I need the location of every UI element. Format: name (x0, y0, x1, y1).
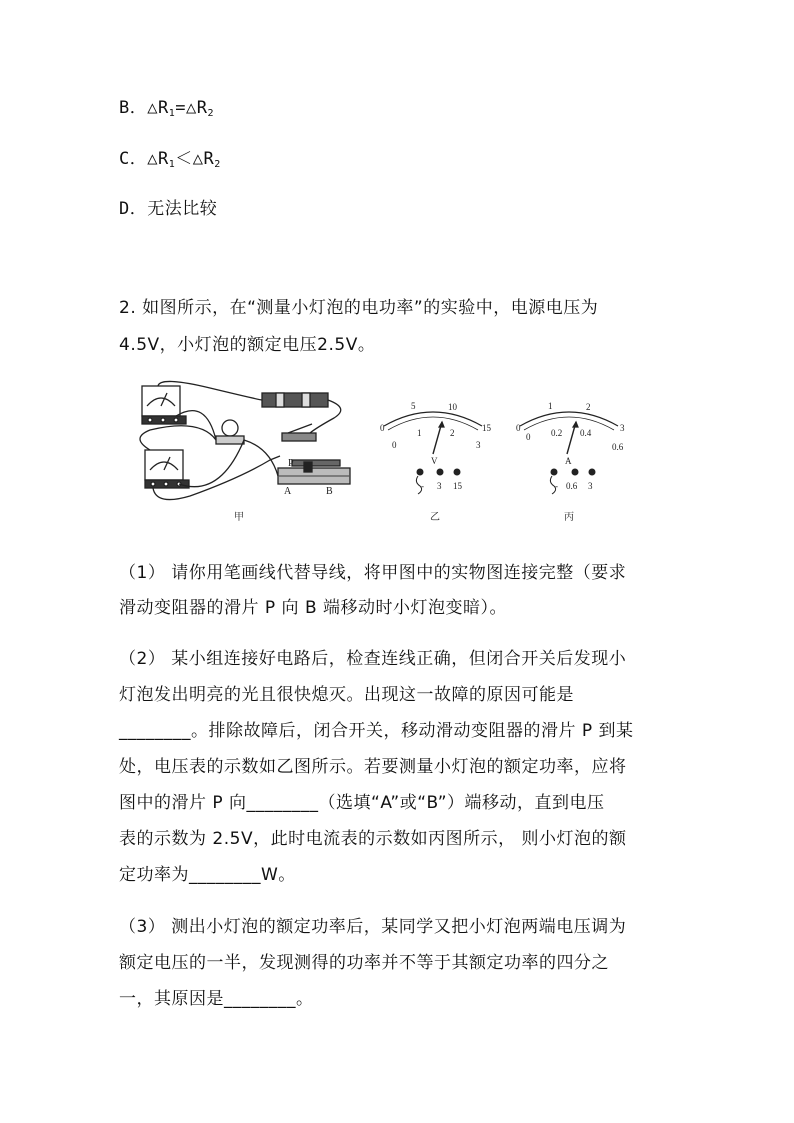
panel-label-yi: 乙 (430, 512, 440, 523)
voltmeter-symbol: V (431, 456, 438, 466)
voltmeter-tick-15: 15 (482, 423, 491, 433)
panel-label-jia: 甲 (234, 512, 244, 523)
voltmeter-low-0: 0 (392, 440, 397, 450)
rheostat-label-b: B (326, 486, 333, 497)
voltmeter-term-neg: - (421, 481, 424, 491)
voltmeter-tick-5: 5 (411, 401, 416, 411)
rheostat-label-a: A (284, 486, 292, 497)
question-stem-line1: 2. 如图所示，在“测量小灯泡的电功率”的实验中，电源电压为 (119, 298, 599, 318)
ammeter-low-0-2: 0.2 (551, 428, 563, 438)
part2-line7: 定功率为________W。 (119, 865, 296, 885)
voltmeter-term-3: 3 (437, 481, 442, 491)
voltmeter-low-2: 2 (450, 428, 455, 438)
ammeter-low-0-6: 0.6 (612, 442, 624, 452)
part2-line4: 处，电压表的示数如乙图所示。若要测量小灯泡的额定功率，应将 (119, 757, 627, 777)
voltmeter-terminals (417, 469, 461, 476)
rheostat-label-p: P (288, 458, 294, 469)
ammeter-tick-3: 3 (620, 423, 625, 433)
bulb-icon (216, 420, 244, 444)
circuit-diagram (140, 381, 350, 499)
voltmeter-dial (384, 412, 482, 454)
ammeter-low-0-4: 0.4 (580, 428, 592, 438)
meter-bottom (145, 450, 189, 488)
part2-line3: ________。排除故障后，闭合开关，移动滑动变阻器的滑片 P 到某 (119, 721, 634, 741)
ammeter-terminals (551, 469, 596, 476)
part1-line2: 滑动变阻器的滑片 P 向 B 端移动时小灯泡变暗）。 (119, 598, 508, 618)
option-b: B．$\triangle R_1=\triangle R_2$ (119, 98, 215, 119)
ammeter-term-0-6: 0.6 (566, 481, 578, 491)
ammeter-term-neg: - (555, 481, 558, 491)
voltmeter-tick-0: 0 (380, 423, 385, 433)
panel-label-bing: 丙 (564, 512, 574, 523)
meter-top (142, 386, 186, 424)
voltmeter-tick-10: 10 (448, 402, 457, 412)
voltmeter-low-3: 3 (476, 440, 481, 450)
voltmeter-low-1: 1 (417, 428, 422, 438)
part2-line5: 图中的滑片 P 向________（选填“A”或“B”）端移动，直到电压 (119, 793, 605, 813)
ammeter-dial (520, 412, 618, 454)
part2-line1: （2） 某小组连接好电路后，检查连线正确，但闭合开关后发现小 (119, 649, 627, 669)
part2-line6: 表的示数为 2.5V，此时电流表的示数如丙图所示， 则小灯泡的额 (119, 829, 627, 849)
battery-icon (262, 393, 328, 407)
part3-line3: 一，其原因是________。 (119, 989, 314, 1009)
part1-line1: （1） 请你用笔画线代替导线，将甲图中的实物图连接完整（要求 (119, 563, 627, 583)
part3-line2: 额定电压的一半，发现测得的功率并不等于其额定功率的四分之 (119, 953, 609, 973)
option-c: C．$\triangle R_1<\triangle R_2$ (119, 149, 221, 170)
ammeter-term-3: 3 (588, 481, 593, 491)
experiment-figure (120, 378, 640, 528)
part2-line2: 灯泡发出明亮的光且很快熄灭。出现这一故障的原因可能是 (119, 685, 574, 705)
question-stem-line2: 4.5V，小灯泡的额定电压2.5V。 (119, 335, 376, 355)
part3-line1: （3） 测出小灯泡的额定功率后，某同学又把小灯泡两端电压调为 (119, 917, 627, 937)
voltmeter-term-15: 15 (453, 481, 462, 491)
option-d: D．无法比较 (119, 199, 218, 219)
ammeter-symbol: A (565, 456, 572, 466)
ammeter-tick-2: 2 (586, 402, 591, 412)
ammeter-tick-0: 0 (516, 423, 521, 433)
ammeter-low-0: 0 (526, 432, 531, 442)
ammeter-tick-1: 1 (548, 401, 553, 411)
